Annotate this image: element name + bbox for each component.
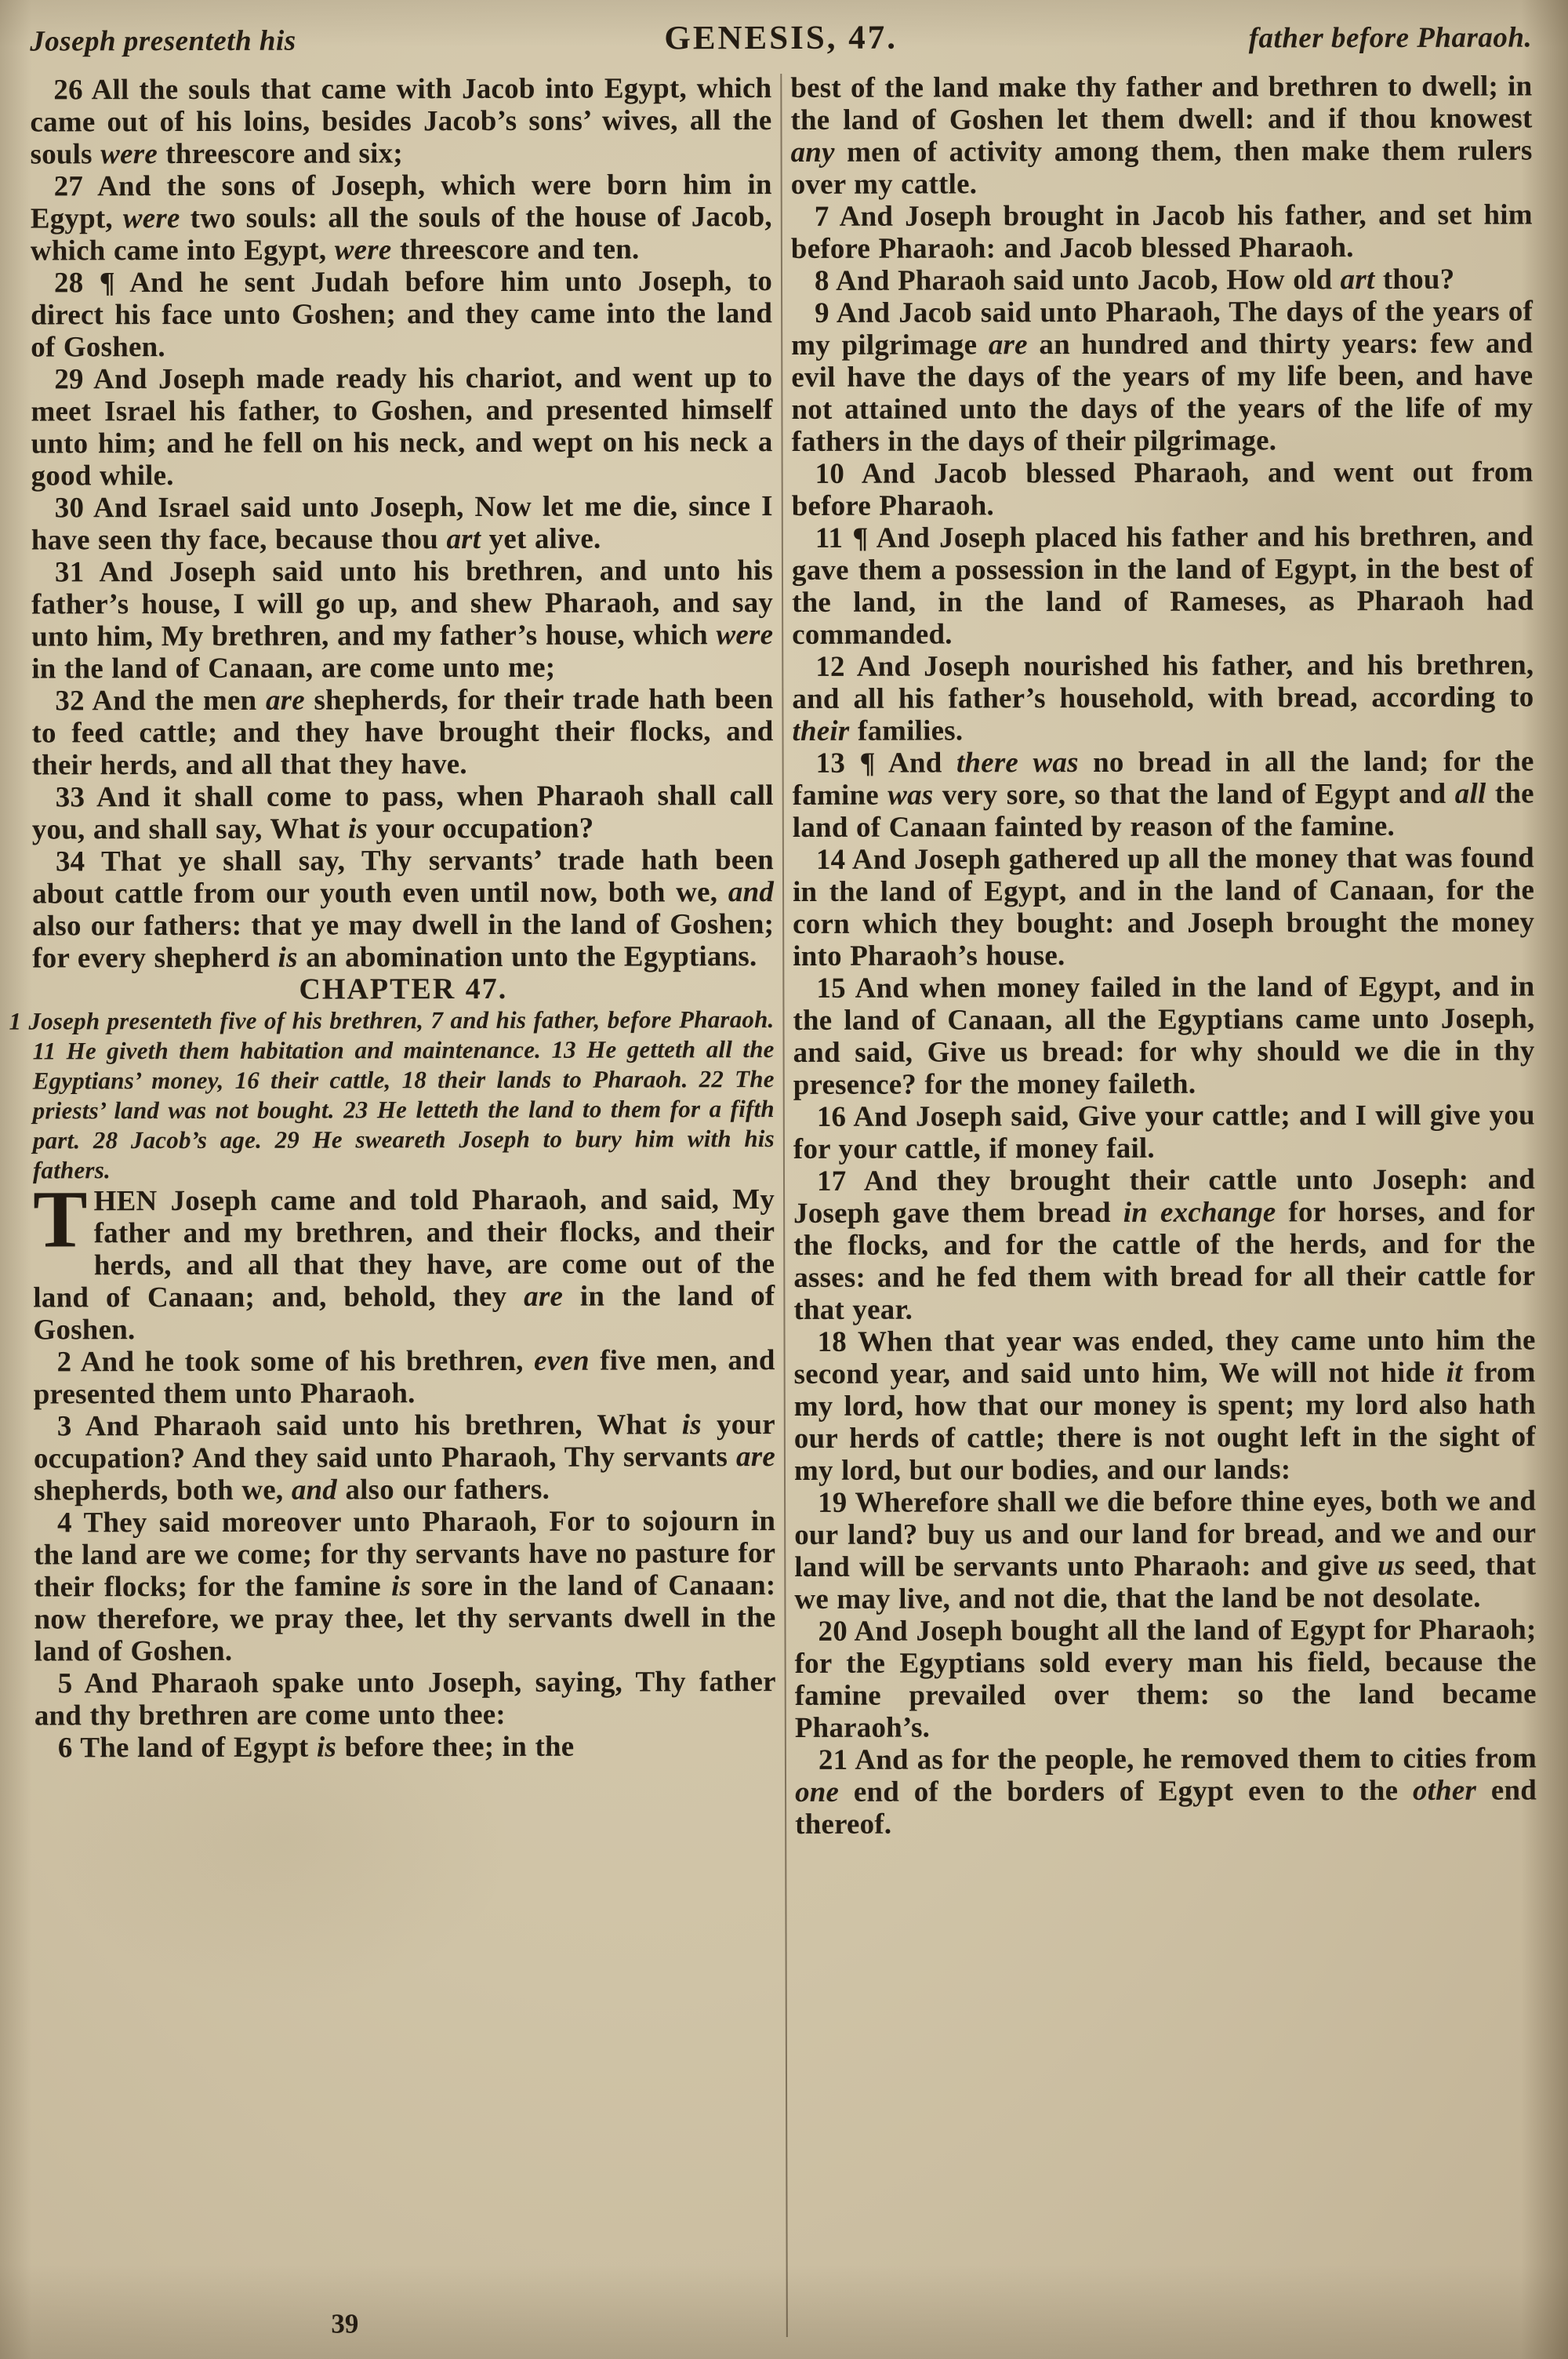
verse-paragraph: 32 And the men are shepherds, for their trade hath been to feed cattle; and they have brought their flocks, and their herds, and all that they have. — [31, 683, 774, 782]
header-right-text: father before Pharaoh. — [1248, 21, 1533, 55]
verse-paragraph: 4 They said moreover unto Pharaoh, For to sojourn in the land are we come; for thy servants have no pasture for their flocks; for the famine is sore in the land of Canaan: now therefore, we pray thee, let thy servants dwell in the land of Goshen. — [34, 1505, 776, 1668]
left-text-column — [9, 72, 776, 1765]
verse-paragraph: 6 The land of Egypt is before thee; in the — [57, 1730, 575, 1765]
verse-paragraph: 33 And it shall come to pass, when Pharaoh shall call you, and shall say, What is your occupation? — [31, 780, 774, 846]
drop-cap-letter: T — [32, 1174, 88, 1265]
chapter-summary: 1 Joseph presenteth five of his brethren, 7 and his father, before Pharaoh. 11 He giveth them habitation and maintenance. 13 He getteth all the Egyptians’ money, 16 their cattle, 18 their lands to Pharaoh. 22 The priests’ land was not bought. 23 He letteth the land to them for a fifth part. 28 Jacob’s age. 29 He sweareth Joseph to bury him with his fathers. — [9, 1005, 775, 1184]
verse-paragraph: 13 ¶ And there was no bread in all the land; for the famine was very sore, so that the land of Egypt and all the land of Canaan fainted by reason of the famine. — [792, 745, 1534, 844]
verse-paragraph: 8 And Pharaoh said unto Jacob, How old art thou? — [814, 263, 1455, 297]
chapter-heading: CHAPTER 47. — [299, 972, 508, 1006]
verse-paragraph: 15 And when money failed in the land of Egypt, and in the land of Canaan, all the Egyptians came unto Joseph, and said, Give us bread: for why should we die in thy presence? for the money faileth. — [793, 970, 1535, 1101]
verse-paragraph: 11 ¶ And Joseph placed his father and his brethren, and gave them a possession in the land of Egypt, in the best of the land, in the land of Rameses, as Pharaoh had commanded. — [791, 520, 1534, 651]
verse-paragraph: 10 And Jacob blessed Pharaoh, and went out from before Pharaoh. — [791, 456, 1534, 522]
verse-paragraph: 7 And Joseph brought in Jacob his father, and set him before Pharaoh: and Jacob blessed Pharaoh. — [790, 198, 1533, 265]
verse-paragraph: 12 And Joseph nourished his father, and his brethren, and all his father’s household, with bread, according to their families. — [792, 649, 1534, 747]
verse-paragraph: 30 And Israel said unto Joseph, Now let me die, since I have seen thy face, because thou art yet alive. — [31, 490, 773, 557]
verse-paragraph: 9 And Jacob said unto Pharaoh, The days of the years of my pilgrimage are an hundred and thirty years: few and evil have the days of the years of my life been, and have not attained unto the days of the years of the life of my fathers in the days of their pilgrimage. — [791, 295, 1534, 458]
continuation-paragraph: best of the land make thy father and brethren to dwell; in the land of Goshen let them dwell: and if thou knowest any men of activity among them, then make them rulers over my cattle. — [790, 70, 1533, 201]
verse-paragraph: 21 And as for the people, he removed them to cities from one end of the borders of Egypt even to the other end thereof. — [794, 1742, 1537, 1841]
verse-paragraph: 17 And they brought their cattle unto Joseph: and Joseph gave them bread in exchange for horses, and for the flocks, and for the cattle of the herds, and for the asses: and he fed them with bread for all their cattle for that year. — [793, 1163, 1536, 1326]
verse-paragraph: 31 And Joseph said unto his brethren, and unto his father’s house, I will go up, and shew Pharaoh, and say unto him, My brethren, and my father’s house, which were in the land of Canaan, are come unto me; — [31, 554, 774, 685]
verse-paragraph: 26 All the souls that came with Jacob into Egypt, which came out of his loins, besides Jacob’s sons’ wives, all the souls were threescore and six; — [30, 72, 772, 171]
verse-paragraph: 20 And Joseph bought all the land of Egypt for Pharaoh; for the Egyptians sold every man his field, because the famine prevailed over them: so the land became Pharaoh’s. — [794, 1613, 1537, 1744]
opening-paragraph: THEN Joseph came and told Pharaoh, and said, My father and my brethren, and their flocks, and their herds, and all that they have, are come out of the land of Canaan; and, behold, they are in the land of Goshen. — [32, 1174, 775, 1347]
verse-paragraph: 34 That ye shall say, Thy servants’ trade hath been about cattle from our youth even until now, both we, and also our fathers: that ye may dwell in the land of Goshen; for every shepherd is an abomination unto the Egyptians. — [31, 844, 775, 975]
verse-paragraph: 19 Wherefore shall we die before thine eyes, both we and our land? buy us and our land for bread, and we and our land will be servants unto Pharaoh: and give us seed, that we may live, and not die, that the land be not desolate. — [794, 1485, 1537, 1616]
verse-paragraph: 3 And Pharaoh said unto his brethren, What is your occupation? And they said unto Pharaoh, Thy servants are shepherds, both we, and also our fathers. — [33, 1408, 775, 1507]
page-number: 39 — [331, 2308, 359, 2339]
verse-paragraph: 18 When that year was ended, they came unto him the second year, and said unto him, We will not hide it from my lord, how that our money is spent; my lord also hath our herds of cattle; there is not ought left in the sight of my lord, but our bodies, and our lands: — [793, 1324, 1536, 1487]
verse-paragraph: 28 ¶ And he sent Judah before him unto Joseph, to direct his face unto Goshen; and they came into the land of Goshen. — [31, 265, 773, 364]
verse-paragraph: 2 And he took some of his brethren, even five men, and presented them unto Pharaoh. — [33, 1344, 775, 1411]
verse-paragraph: 29 And Joseph made ready his chariot, and went up to meet Israel his father, to Goshen, and presented himself unto him; and he fell on his neck, and wept on his neck a good while. — [31, 362, 773, 493]
page-title: GENESIS, 47. — [664, 19, 898, 57]
verse-paragraph: 14 And Joseph gathered up all the money that was found in the land of Egypt, and in the land of Canaan, for the corn which they bought: and Joseph brought the money into Pharaoh’s house. — [792, 841, 1535, 972]
verse-paragraph: 16 And Joseph said, Give your cattle; and I will give you for your cattle, if money fail. — [793, 1099, 1535, 1165]
column-divider — [780, 74, 788, 2337]
verse-paragraph: 5 And Pharaoh spake unto Joseph, saying, Thy father and thy brethren are come unto thee: — [34, 1666, 776, 1732]
header-left-text: Joseph presenteth his — [30, 24, 296, 58]
right-text-column — [790, 70, 1537, 1840]
running-header — [30, 16, 1532, 59]
verse-paragraph: 27 And the sons of Joseph, which were born him in Egypt, were two souls: all the souls of the house of Jacob, which came into Egypt, were threescore and ten. — [30, 169, 772, 267]
